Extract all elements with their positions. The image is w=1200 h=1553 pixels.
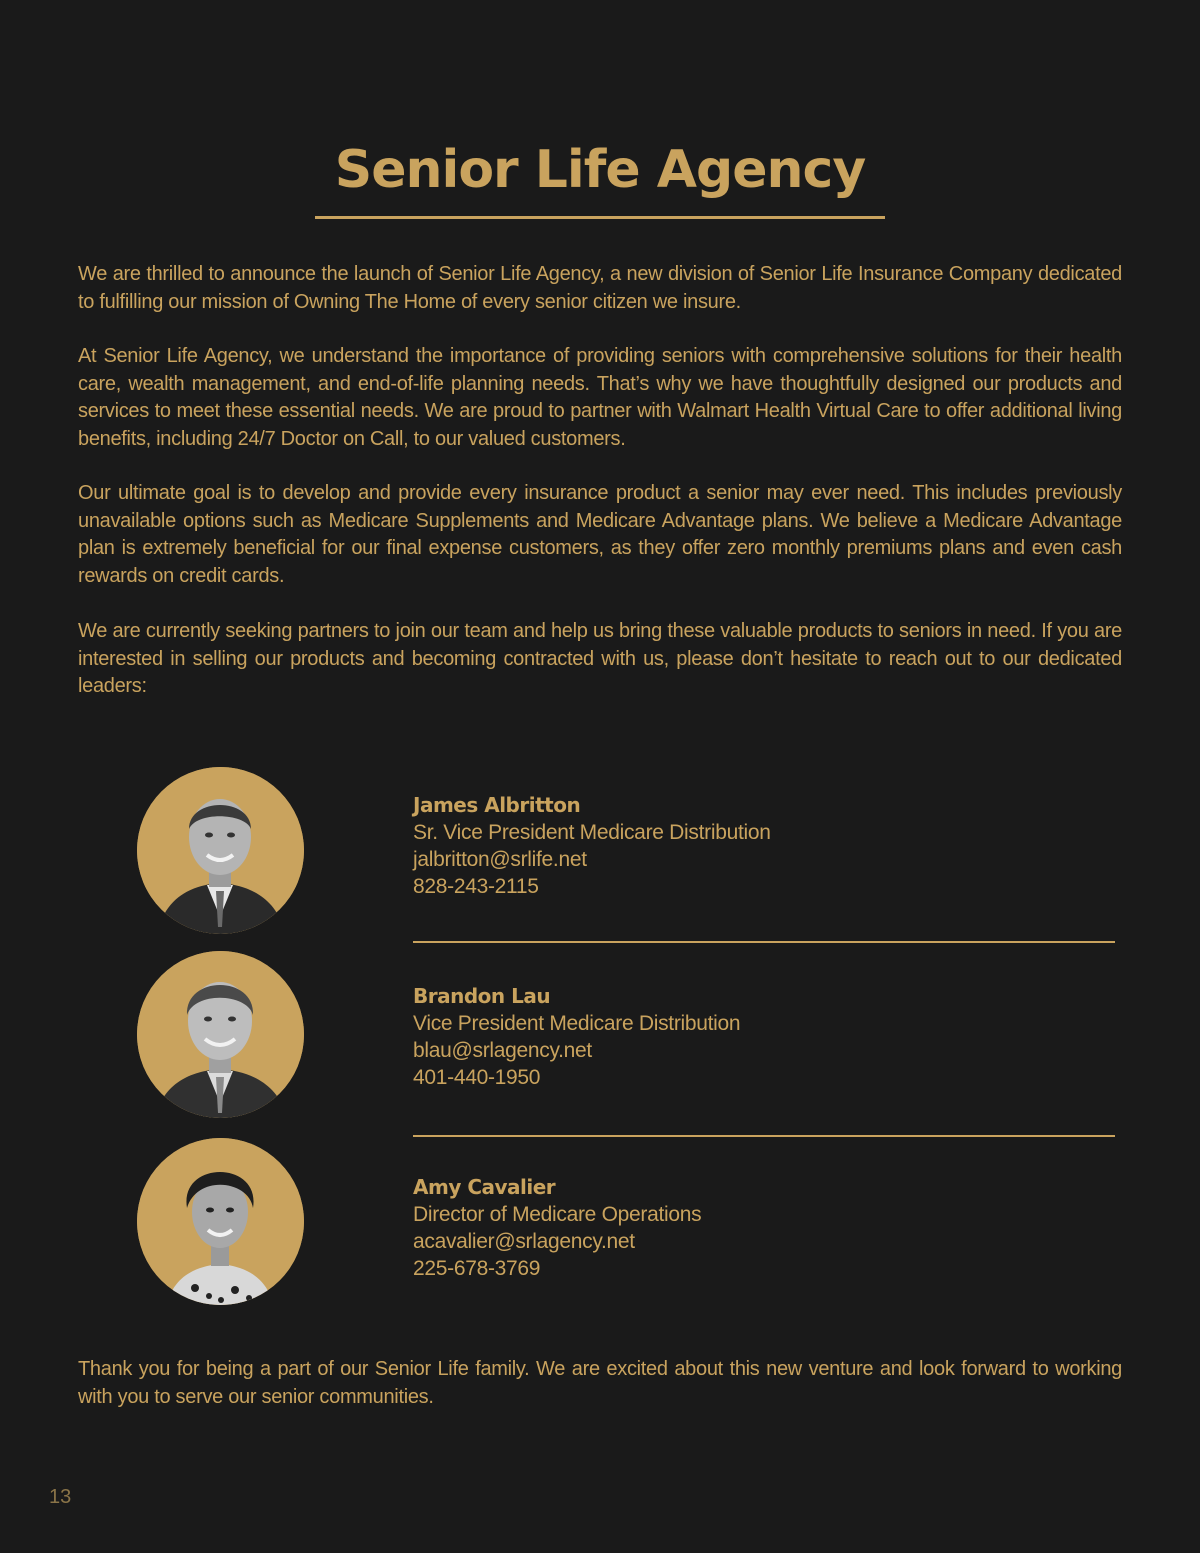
leader-email[interactable]: acavalier@srlagency.net [413,1230,635,1253]
avatar-james-albritton [137,767,304,934]
leader-card-james-albritton [413,792,1113,900]
page-number: 13 [49,1486,72,1508]
leader-name: Brandon Lau [413,984,551,1008]
man-portrait-icon [137,951,304,1118]
avatar-brandon-lau [137,951,304,1118]
leader-phone[interactable]: 828-243-2115 [413,875,539,898]
closing-paragraph: Thank you for being a part of our Senior Life family. We are excited about this new venture and look forward to working with you to serve our senior communities. [78,1358,1122,1408]
leader-phone[interactable]: 225-678-3769 [413,1257,541,1280]
partners-paragraph: We are currently seeking partners to join our team and help us bring these valuable products to seniors in need. If you are interested in selling our products and becoming contracted with us, please don’t hesitate to reach out to our dedicated leaders: [78,620,1122,697]
leader-phone[interactable]: 401-440-1950 [413,1066,541,1089]
woman-portrait-icon [137,1138,304,1305]
intro-paragraph: We are thrilled to announce the launch of Senior Life Agency, a new division of Senior Life Insurance Company dedicated to fulfilling our mission of Owning The Home of every senior citizen we insure. [78,263,1122,313]
title-underline [315,216,885,219]
leader-divider [413,1135,1115,1137]
man-portrait-icon [137,767,304,934]
leader-email[interactable]: jalbritton@srlife.net [413,848,587,871]
leader-name: James Albritton [413,793,581,817]
leader-card-brandon-lau [413,983,1113,1091]
avatar-amy-cavalier [137,1138,304,1305]
leader-title: Director of Medicare Operations [413,1203,702,1226]
page-title: Senior Life Agency [334,140,866,200]
mission-paragraph: At Senior Life Agency, we understand the importance of providing seniors with comprehensive solutions for their health care, wealth management, and end-of-life planning needs. That’s why we have thoughtfully designed our products and services to meet these essential needs. We are proud to partner with Walmart Health Virtual Care to offer additional living benefits, including 24/7 Doctor on Call, to our valued customers. [78,345,1122,450]
leader-card-amy-cavalier [413,1174,1113,1282]
leader-email[interactable]: blau@srlagency.net [413,1039,592,1062]
leader-title: Vice President Medicare Distribution [413,1012,741,1035]
leader-name: Amy Cavalier [413,1175,556,1199]
goal-paragraph: Our ultimate goal is to develop and provide every insurance product a senior may ever need. This includes previously unavailable options such as Medicare Supplements and Medicare Advantage plans. We believe a Medicare Advantage plan is extremely beneficial for our final expense customers, as they offer zero monthly premiums plans and even cash rewards on credit cards. [78,482,1122,587]
leader-divider [413,941,1115,943]
leader-title: Sr. Vice President Medicare Distribution [413,821,771,844]
